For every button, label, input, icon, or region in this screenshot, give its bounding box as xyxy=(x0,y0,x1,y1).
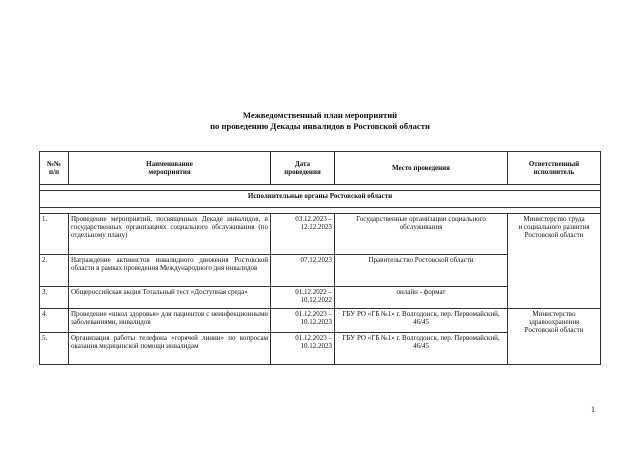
row-num: 2. xyxy=(40,255,69,287)
row-date: 03.12.2023 – 12.12.2023 xyxy=(271,214,335,255)
table-row xyxy=(40,214,601,255)
row-name: Проведение мероприятий, посвященных Декаде инвалидов, в государственных организациях социального обслуживания (по отдельному плану) xyxy=(69,214,271,255)
title-line-2: по проведению Декады инвалидов в Ростовской области xyxy=(210,121,430,131)
header-date: Дата проведения xyxy=(271,152,335,185)
row-place: ГБУ РО «ГБ №1» г. Волгодонск, пер. Первомайский, 46/45 xyxy=(335,309,508,333)
row-name: Награждение активистов инвалидного движения Ростовской области в рамках проведения Международного дня инвалидов xyxy=(69,255,271,287)
header-place: Место проведения xyxy=(335,152,508,185)
row-place: онлайн - формат xyxy=(335,287,508,309)
responsible-labor-ministry: Министерство труда и социального развития Ростовской области xyxy=(508,214,601,309)
header-responsible: Ответственный исполнитель xyxy=(508,152,601,185)
row-name: Общероссийская акция Тотальный тест «Доступная среда» xyxy=(69,287,271,309)
table-row xyxy=(40,309,601,333)
header-num: №№ п/п xyxy=(40,152,69,185)
section-title: Исполнительные органы Ростовской области xyxy=(40,191,601,208)
row-date: 07.12.2023 xyxy=(271,255,335,287)
document-title xyxy=(0,110,640,132)
row-name: Проведение «школ здоровья» для пациентов с неинфекционными заболеваниями, инвалидов xyxy=(69,309,271,333)
row-date: 01.12.2023 – 10.12.2023 xyxy=(271,309,335,333)
row-num: 4. xyxy=(40,309,69,333)
row-num: 5. xyxy=(40,333,69,365)
header-name: Наименование мероприятия xyxy=(69,152,271,185)
events-table xyxy=(39,151,601,365)
row-place: ГБУ РО «ГБ №1» г. Волгодонск, пер. Первомайский, 46/45 xyxy=(335,333,508,365)
table-header-row xyxy=(40,152,601,185)
page-number: 1 xyxy=(591,405,595,414)
row-date: 01.12.2022 – 10.12.2022 xyxy=(271,287,335,309)
section-row xyxy=(40,191,601,208)
row-num: 3. xyxy=(40,287,69,309)
row-name: Организация работы телефона «горячей линии» по вопросам оказания медицинской помощи инвалидам xyxy=(69,333,271,365)
row-date: 01.12.2023 – 10.12.2023 xyxy=(271,333,335,365)
responsible-health-ministry: Министерство здравоохранения Ростовской области xyxy=(508,309,601,365)
title-line-1: Межведомственный план мероприятий xyxy=(242,110,398,120)
row-num: 1. xyxy=(40,214,69,255)
row-place: Правительство Ростовской области xyxy=(335,255,508,287)
row-place: Государственные организации социального обслуживания xyxy=(335,214,508,255)
